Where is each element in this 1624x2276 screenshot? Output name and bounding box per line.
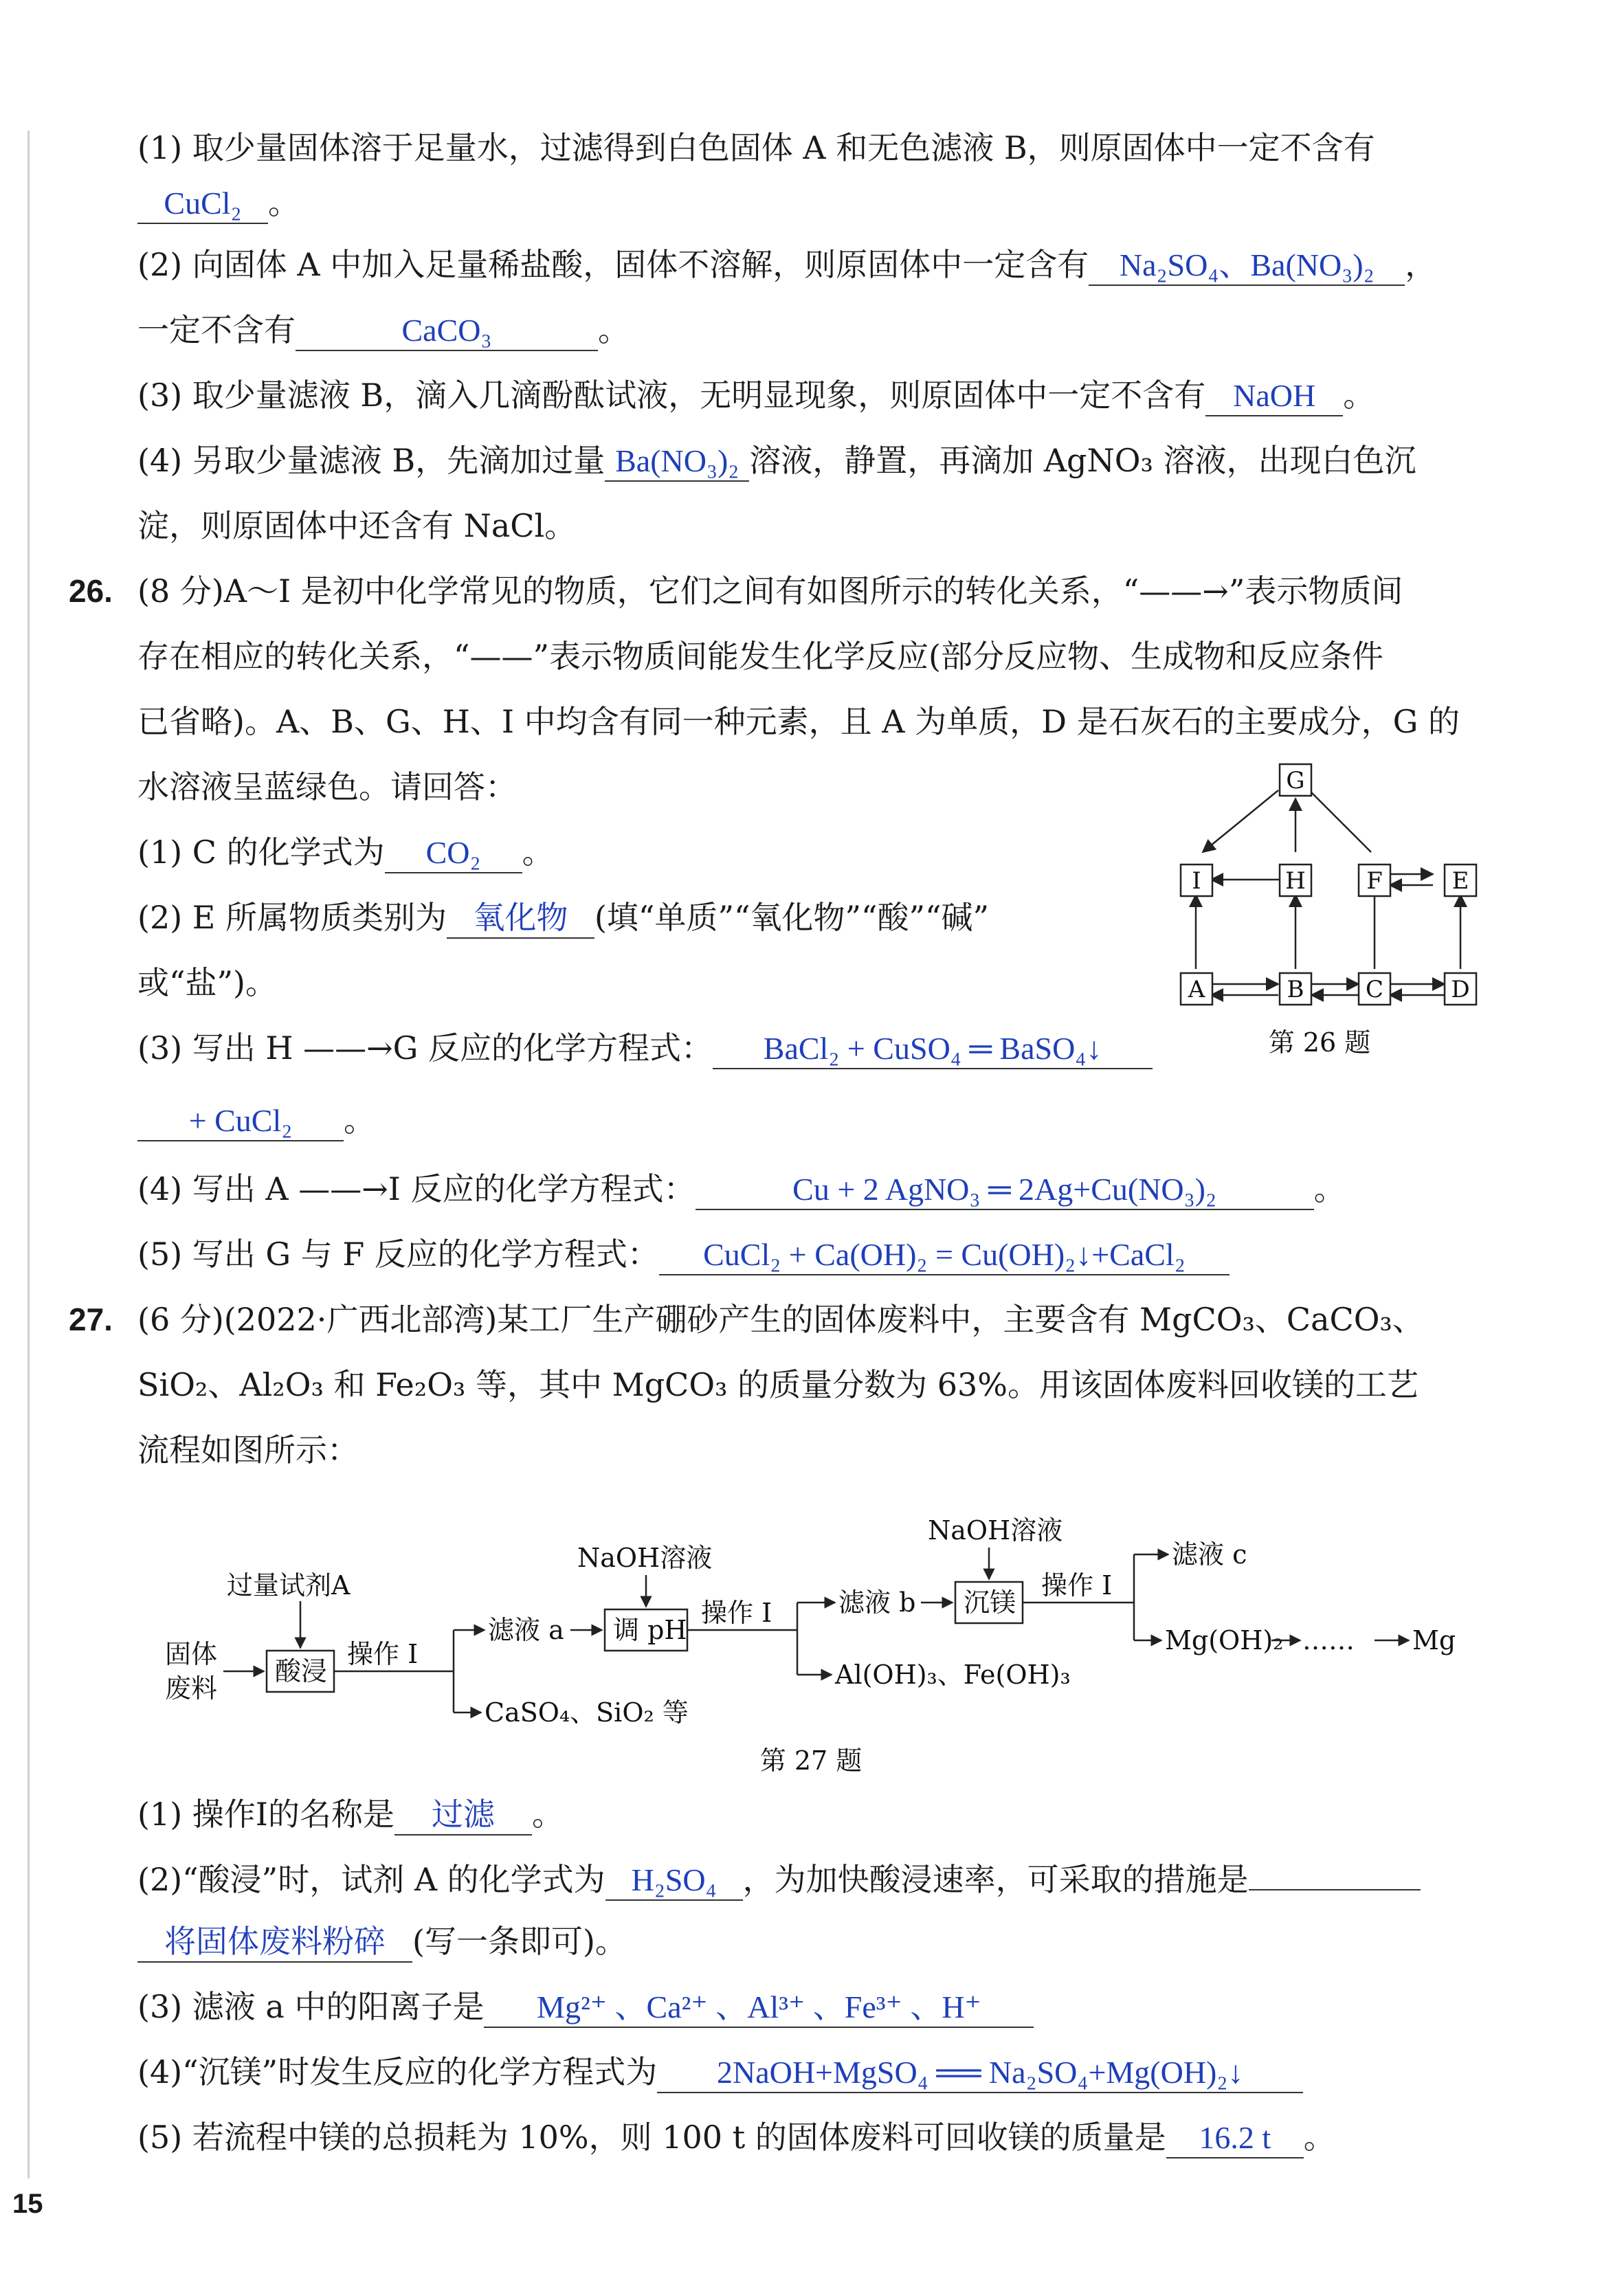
q26-stem2: 存在相应的转化关系，“——”表示物质间能发生化学反应(部分反应物、生成物和反应条件 [137,638,1383,675]
q26-answer3b[interactable]: + CuCl₂ [137,1102,344,1141]
q26-answer2[interactable]: 氧化物 [447,899,594,939]
flow-reagent-a: 过量试剂A [227,1570,351,1600]
q26-part4: (4) 写出 A ——→I 反应的化学方程式： Cu + 2 AgNO₃ ═ 2Ag+Cu(NO₃)₂ 。 [137,1168,1346,1210]
q26-stem3: 已省略)。A、B、G、H、I 中均含有同一种元素，且 A 为单质，D 是石灰石的主要成分，G 的 [137,703,1460,740]
q26-part1: (1) C 的化学式为 CO₂ 。 [137,832,554,873]
q27-stem2: SiO₂、Al₂O₃ 和 Fe₂O₃ 等，其中 MgCO₃ 的质量分数为 63%。用该固体废料回收镁的工艺 [137,1366,1419,1403]
q27-part3: (3) 滤液 a 中的阳离子是 Mg²⁺ 、Ca²⁺ 、Al³⁺ 、Fe³⁺ 、H⁺ [137,1986,1034,2028]
node-c-label: C [1365,976,1384,1003]
node-g-label: G [1286,767,1305,794]
q25-part2: (2) 向固体 A 中加入足量稀盐酸，固体不溶解，则原固体中一定含有 Na₂SO₄、Ba(NO₃)₂ ， [137,244,1436,286]
q25-answer3[interactable]: NaOH [1205,377,1343,416]
q26-stem1: (8 分)A～I 是初中化学常见的物质，它们之间有如图所示的转化关系，“——→”表示物质间 [137,572,1403,610]
q26-number: 26. [69,573,113,609]
flow-mgoh: Mg(OH)₂ [1165,1625,1284,1655]
q27-answer2b[interactable]: 将固体废料粉碎 [137,1923,412,1963]
flow-acid-box-label: 酸浸 [275,1656,328,1686]
q26-caption: 第 26 题 [1268,1027,1371,1058]
flow-dots: …… [1302,1625,1355,1655]
q26-stem4: 水溶液呈蓝绿色。请回答： [137,768,517,805]
q27-stem1: (6 分)(2022·广西北部湾)某工厂生产硼砂产生的固体废料中，主要含有 MgCO₃、CaCO₃、 [137,1301,1424,1338]
margin-rule [27,131,30,2178]
flow-ph-label: 调 pH [613,1615,687,1645]
q25-part1: (1) 取少量固体溶于足量水，过滤得到白色固体 A 和无色滤液 B，则原固体中一定不含有 [137,129,1375,166]
flow-solid: 固体 [165,1639,218,1669]
node-f-label: F [1366,867,1383,895]
q26-part3: (3) 写出 H ——→G 反应的化学方程式： BaCl₂ + CuSO₄ ═ BaSO₄↓ [137,1027,1153,1069]
page-number: 15 [12,2189,43,2219]
q26-part2-line2: 或“盐”)。 [137,964,277,1001]
node-e-label: E [1451,867,1469,895]
flow-naoh2: NaOH溶液 [928,1515,1063,1546]
flow-residue: CaSO₄、SiO₂ 等 [485,1697,689,1728]
q25-part1-answer-line: CuCl₂ 。 [137,182,300,224]
q27-stem3: 流程如图所示： [137,1431,359,1469]
q27-answer4[interactable]: 2NaOH+MgSO₄ ══ Na₂SO₄+Mg(OH)₂↓ [657,2053,1303,2093]
node-d-label: D [1451,976,1470,1003]
q27-answer3[interactable]: Mg²⁺ 、Ca²⁺ 、Al³⁺ 、Fe³⁺ 、H⁺ [484,1988,1034,2028]
q26-conversion-diagram [1161,763,1491,1079]
flow-waste: 废料 [165,1673,218,1704]
q25-answer2a[interactable]: Na₂SO₄、Ba(NO₃)₂ [1089,246,1405,286]
flow-filtrate-b: 滤液 b [838,1587,916,1618]
flow-op2: 操作 I [701,1598,772,1628]
q27-answer2a[interactable]: H₂SO₄ [605,1861,743,1901]
node-h-label: H [1285,867,1306,895]
q25-part4-line2: 淀，则原固体中还含有 NaCl。 [137,507,577,544]
flow-mg-ppt-label: 沉镁 [964,1587,1016,1618]
q26-answer4[interactable]: Cu + 2 AgNO₃ ═ 2Ag+Cu(NO₃)₂ [696,1170,1314,1210]
q25-part3: (3) 取少量滤液 B，滴入几滴酚酞试液，无明显现象，则原固体中一定不含有 NaOH 。 [137,375,1375,416]
q25-answer2b[interactable]: CaCO₃ [296,311,598,351]
flow-op1: 操作 I [347,1639,419,1669]
q27-blank-tail [1249,1889,1421,1890]
node-a-label: A [1188,976,1205,1003]
q27-answer1[interactable]: 过滤 [394,1796,532,1836]
flow-mg: Mg [1412,1625,1456,1655]
node-i-label: I [1192,867,1201,895]
q27-part2: (2)“酸浸”时，试剂 A 的化学式为 H₂SO₄ ，为加快酸浸速率，可采取的措施是 [137,1859,1421,1901]
q26-part5: (5) 写出 G 与 F 反应的化学方程式： CuCl₂ + Ca(OH)₂ = Cu(OH)₂↓+CaCl₂ [137,1234,1230,1275]
q25-part2b: 一定不含有 CaCO₃ 。 [137,309,630,351]
q26-answer5[interactable]: CuCl₂ + Ca(OH)₂ = Cu(OH)₂↓+CaCl₂ [659,1236,1230,1275]
q25-answer4[interactable]: Ba(NO₃)₂ [605,442,749,482]
q27-part1: (1) 操作Ⅰ的名称是 过滤 。 [137,1794,564,1836]
q27-caption: 第 27 题 [759,1745,863,1773]
q27-part5: (5) 若流程中镁的总损耗为 10%，则 100 t 的固体废料可回收镁的质量是 16.2 t 。 [137,2117,1335,2158]
q27-number: 27. [69,1302,113,1337]
q27-answer5[interactable]: 16.2 t [1166,2119,1304,2158]
q27-part4: (4)“沉镁”时发生反应的化学方程式为 2NaOH+MgSO₄ ══ Na₂SO₄+Mg(OH)₂↓ [137,2051,1303,2093]
flow-filtrate-c: 滤液 c [1172,1539,1247,1570]
q26-answer3a[interactable]: BaCl₂ + CuSO₄ ═ BaSO₄↓ [713,1029,1153,1069]
flow-op3: 操作 I [1041,1570,1113,1600]
flow-hydroxides: Al(OH)₃、Fe(OH)₃ [835,1660,1071,1690]
q27-part2-line2: 将固体废料粉碎 (写一条即可)。 [137,1921,627,1963]
q26-part3-line2: + CuCl₂ 。 [137,1100,375,1141]
q25-part4: (4) 另取少量滤液 B，先滴加过量 Ba(NO₃)₂ 溶液，静置，再滴加 AgNO₃ 溶液，出现白色沉 [137,440,1416,482]
flow-naoh1: NaOH溶液 [577,1543,713,1573]
node-b-label: B [1287,976,1304,1003]
flow-filtrate-a: 滤液 a [488,1615,564,1645]
q25-answer1[interactable]: CuCl₂ [137,184,268,224]
q26-answer1[interactable]: CO₂ [385,834,522,873]
q26-part2: (2) E 所属物质类别为 氧化物 (填“单质”“氧化物”“酸”“碱” [137,897,989,939]
q27-flow-diagram [158,1498,1464,1773]
